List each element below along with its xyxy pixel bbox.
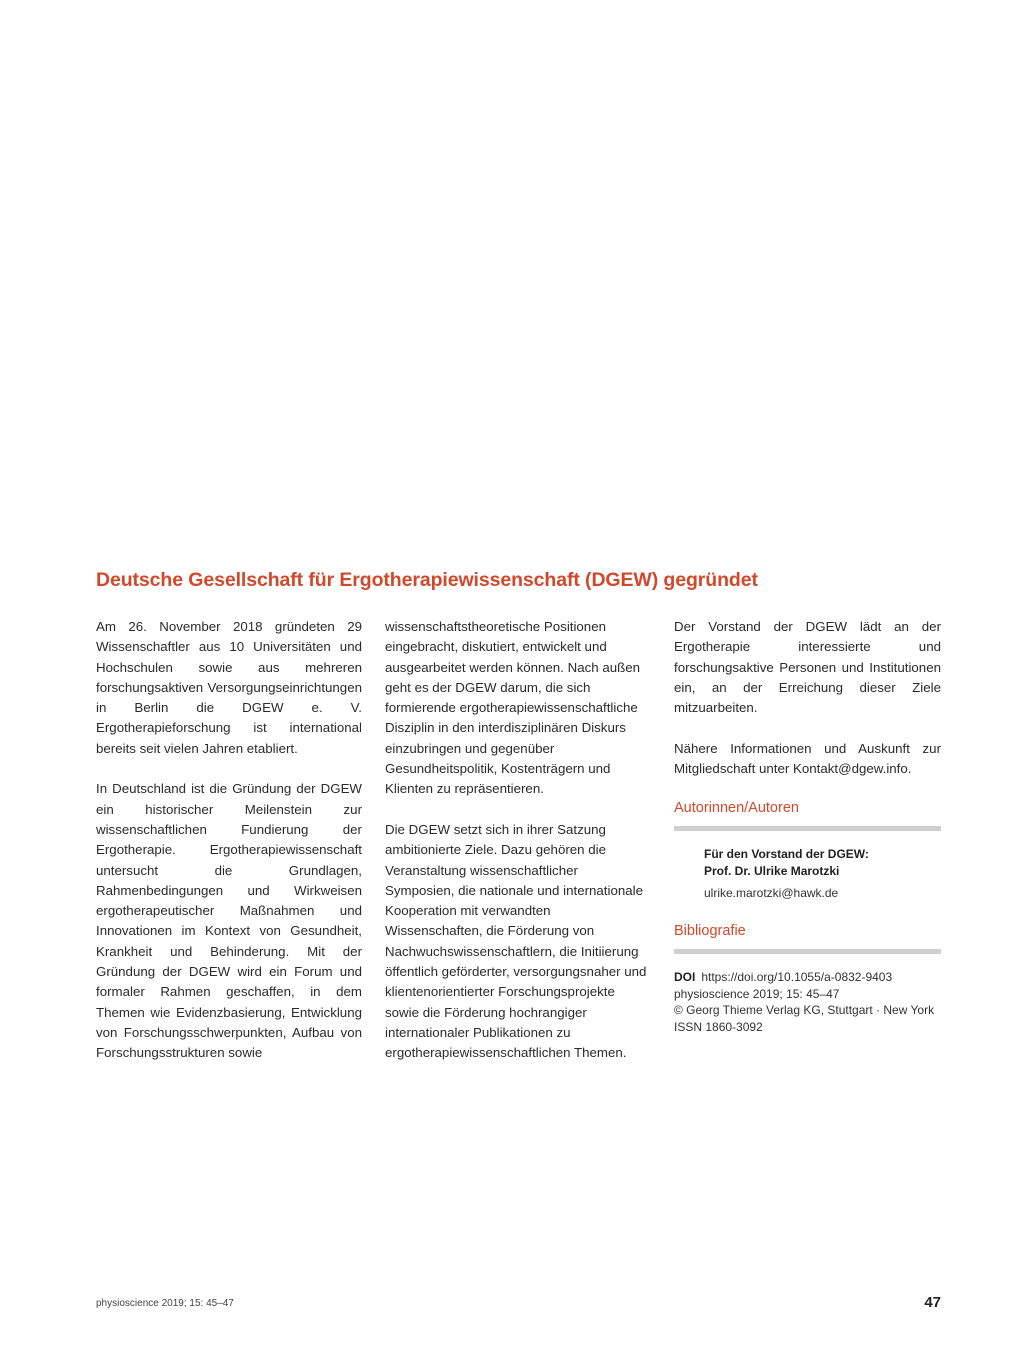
doi-line (674, 969, 941, 986)
author-role: Für den Vorstand der DGEW: (704, 847, 869, 861)
author-email[interactable]: ulrike.marotzki@hawk.de (704, 886, 839, 900)
paragraph: Der Vorstand der DGEW lädt an der Ergotherapie interessierte und forschungsaktive Personen und Institutionen ein, an der Erreichung dieser Ziele mitzuarbeiten. (674, 619, 941, 716)
footer-citation: physioscience 2019; 15: 45–47 (96, 1298, 234, 1309)
authors-divider (674, 826, 941, 831)
doi-link[interactable]: https://doi.org/10.1055/a-0832-9403 (701, 970, 893, 984)
paragraph: In Deutschland ist die Gründung der DGEW ein historischer Meilenstein zur wissenschaftlichen Fundierung der Ergotherapie. Ergotherapiewissenschaft untersucht die Grundlagen, Rahmenbedingungen und Wirkweisen ergotherapeutischer Maßnahmen und Innovationen im Kontext von Gesundheit, Krankheit und Behinderung. Mit der Gründung der DGEW wird ein Forum und formaler Rahmen geschaffen, in dem Themen wie Evidenzbasierung, Entwicklung von Forschungsschwerpunkten, Aufbau von Forschungsstrukturen sowie (96, 781, 362, 1061)
bibliography-heading: Bibliografie (674, 923, 746, 939)
journal-citation: physioscience 2019; 15: 45–47 (674, 986, 840, 1001)
paragraph: Am 26. November 2018 gründeten 29 Wissenschaftler aus 10 Universitäten und Hochschulen sowie aus mehreren forschungsaktiven Versorgungseinrichtungen in Berlin die DGEW e. V. Ergotherapieforschung ist international bereits seit vielen Jahren etabliert. (96, 619, 362, 756)
paragraph: wissenschaftstheoretische Positionen eingebracht, diskutiert, entwickelt und ausgearbeitet werden können. Nach außen geht es der DGEW darum, die sich formierende ergotherapiewissenschaftliche Disziplin in den interdisziplinären Diskurs einzubringen und gegenüber Gesundheitspolitik, Kostenträgern und Klienten zu repräsentieren. (385, 619, 641, 797)
author-name: Prof. Dr. Ulrike Marotzki (704, 863, 840, 878)
doi-label: DOI (674, 970, 696, 984)
authors-heading: Autorinnen/Autoren (674, 800, 799, 816)
paragraph: Die DGEW setzt sich in ihrer Satzung ambitionierte Ziele. Dazu gehören die Veranstaltung wissenschaftlicher Symposien, die nationale und internationale Kooperation mit verwandten Wissenschaften, die Förderung von Nachwuchswissenschaftlern, die Initiierung öffentlich geförderter, versorgungsnaher und klientenorientierter Forschungsprojekte sowie die Förderung hochrangiger internationaler Publikationen zu ergotherapiewissenschaftlichen Themen. (385, 821, 647, 1061)
column-2 (385, 617, 651, 1084)
publisher: © Georg Thieme Verlag KG, Stuttgart · New York (674, 1003, 935, 1018)
author-block (704, 846, 941, 902)
paragraph: Nähere Informationen und Auskunft zur Mitgliedschaft unter Kontakt@dgew.info. (674, 740, 941, 777)
bibliography-block (674, 969, 941, 1035)
issn: ISSN 1860-3092 (674, 1019, 763, 1034)
bibliography-divider (674, 949, 941, 954)
page-number: 47 (924, 1294, 941, 1311)
column-3 (674, 617, 941, 800)
article-title: Deutsche Gesellschaft für Ergotherapiewissenschaft (DGEW) gegründet (96, 569, 758, 591)
column-1 (96, 617, 362, 1084)
